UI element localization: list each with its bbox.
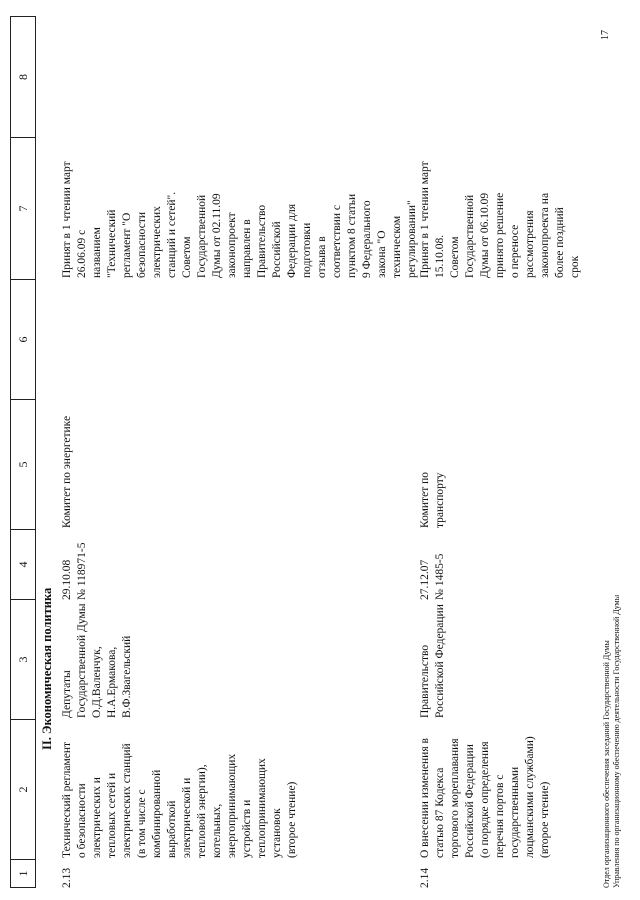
footer-line: Управления по организационному обеспечению деятельности Государственной Думы	[612, 594, 621, 888]
bill-committee: Комитет по энергетике	[61, 415, 73, 528]
column-number-row	[10, 16, 36, 888]
bill-committee: Комитет по транспорту	[419, 472, 446, 528]
footer-line: Отдел организационного обеспечения заседаний Государственной Думы	[602, 640, 611, 888]
page-number: 17	[600, 30, 611, 40]
bill-author: Правительство Российской Федерации	[419, 604, 446, 718]
col-number: 2	[11, 719, 35, 859]
bill-date-number: 27.12.07 № 1485-5	[419, 553, 446, 600]
footer	[602, 595, 622, 888]
bill-title: О внесении изменения в статью 87 Кодекса торгового мореплавания Российской Федерации (о порядке определения перечня портов с государственными лоцманскими службами) (второе чтение)	[419, 736, 551, 858]
bill-author: Депутаты Государственной Думы О.Д.Валенчук, Н.А.Ермакова, В.Ф.Звагельский	[61, 603, 133, 718]
col-number: 4	[11, 529, 35, 599]
bill-title: Технический регламент о безопасности электрических и тепловых сетей и электрических станций (в том числе с комбинированной выработкой электрической и тепловой энергии), котельных, энергопринимающих устройств и теплопринимающих установок (второе чтение)	[61, 741, 298, 858]
bill-status: Принят в 1 чтении март 26.06.09 с названием "Технический регламент "О безопасности электрических станций и сетей". Советом Государственной Думы от 02.11.09 законопроект направлен в Правительство Российской Федерации для подготовки отзыва в соответствии с пунктом 8 статьи 9 Федерального закона "О техническом регулировании"	[61, 161, 418, 278]
col-number: 3	[11, 599, 35, 719]
col-number: 5	[11, 399, 35, 529]
bill-status: Принят в 1 чтении март 15.10.08. Советом Государственной Думы от 06.10.09 принято решение о переносе рассмотрения законопроекта на более поздний срок	[419, 161, 581, 278]
bill-date-number: 29.10.08 № 118971-5	[61, 542, 88, 600]
col-number: 6	[11, 279, 35, 399]
section-title: II. Экономическая политика	[40, 587, 54, 750]
row-number: 2.14	[419, 867, 431, 888]
col-number: 1	[11, 859, 35, 887]
col-number: 8	[16, 74, 30, 80]
row-number: 2.13	[61, 867, 73, 888]
col-number: 7	[11, 137, 35, 279]
